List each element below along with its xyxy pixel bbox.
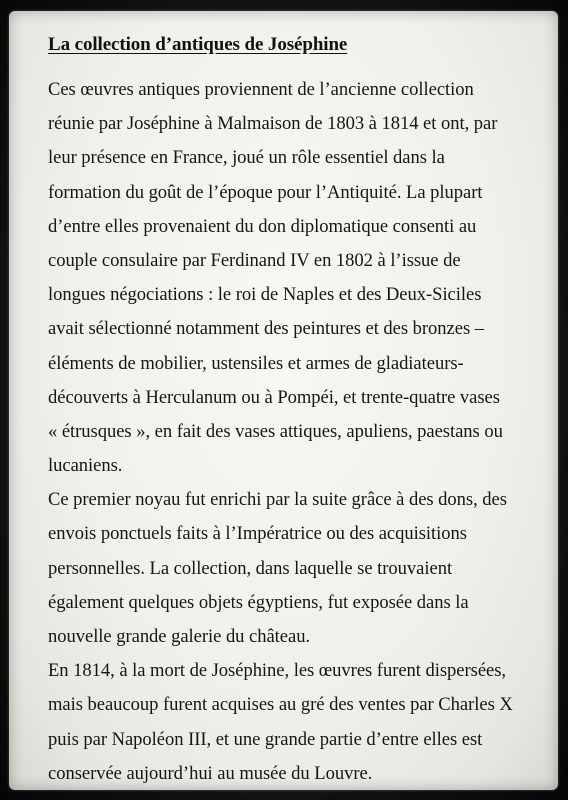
text-line: formation du goût de l’époque pour l’Antiquité. La plupart (48, 181, 483, 203)
text-line: également quelques objets égyptiens, fut exposée dans la (48, 591, 469, 613)
text-line: Ce premier noyau fut enrichi par la suite grâce à des dons, des (48, 489, 507, 511)
sign-title: La collection d’antiques de Joséphine (48, 34, 348, 55)
text-line: longues négociations : le roi de Naples et des Deux-Siciles (48, 284, 482, 306)
text-line: nouvelle grande galerie du château. (48, 626, 311, 647)
text-line: couple consulaire par Ferdinand IV en 1802 à l’issue de (48, 249, 461, 271)
text-line: avait sélectionné notamment des peintures et des bronzes – (48, 318, 484, 340)
text-line: éléments de mobilier, ustensiles et armes de gladiateurs- (48, 352, 464, 374)
text-line: d’entre elles provenaient du don diplomatique consenti au (48, 215, 477, 237)
text-line: puis par Napoléon III, et une grande partie d’entre elles est (48, 728, 483, 750)
text-line: En 1814, à la mort de Joséphine, les œuvres furent dispersées, (48, 660, 507, 682)
text-line: Ces œuvres antiques proviennent de l’ancienne collection (48, 79, 474, 100)
text-line: mais beaucoup furent acquises au gré des ventes par Charles X (48, 694, 513, 716)
text-line: lucaniens. (48, 455, 123, 477)
sign-body-text (48, 73, 553, 791)
text-line: « étrusques », en fait des vases attiques, apuliens, paestans ou (48, 420, 503, 442)
text-line: réunie par Joséphine à Malmaison de 1803 à 1814 et ont, par (48, 113, 498, 135)
text-line: découverts à Herculanum ou à Pompéi, et trente-quatre vases (48, 386, 500, 408)
text-line: conservée aujourd’hui au musée du Louvre. (48, 762, 373, 784)
text-line: envois ponctuels faits à l’Impératrice ou des acquisitions (48, 523, 467, 545)
text-line: leur présence en France, joué un rôle essentiel dans la (48, 147, 445, 169)
text-line: personnelles. La collection, dans laquelle se trouvaient (48, 557, 453, 579)
museum-sign-panel (9, 11, 558, 790)
